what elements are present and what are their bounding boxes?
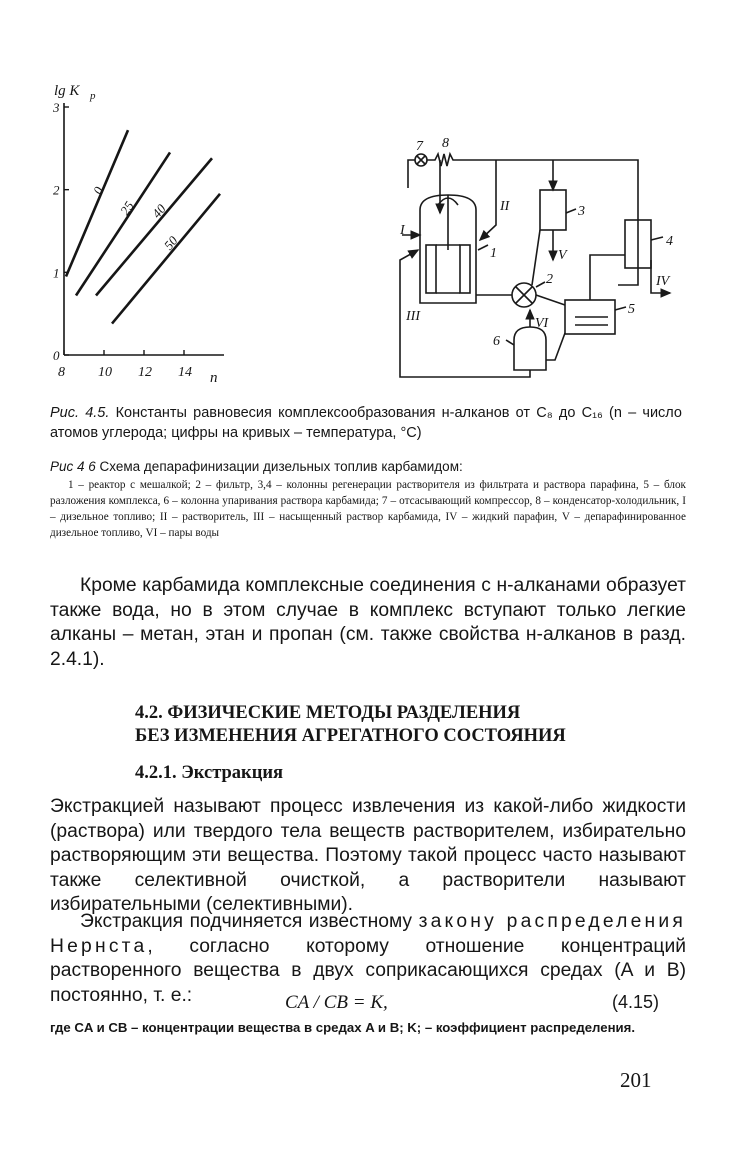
paragraph-2: Экстракцией называют процесс извлечения из какой-либо жидкости (раствора) или твердого тела веществ растворителем, избирательно растворяющим эти вещества. Поэтому такой процесс часто называют также селективной очисткой, а растворители называют избирательными (селективными). (50, 796, 686, 915)
figure-4-5-caption: Рис. 4.5. Константы равновесия комплексообразования н-алканов от C₈ до C₁₆ (n – число атомов углерода; цифры на кривых – температура, °С) (50, 405, 682, 441)
y-axis-label: lg K (54, 83, 80, 99)
formula-explanation: где CA и CB – концентрации вещества в средах A и B; K; – коэффициент распределения. (50, 1020, 636, 1035)
series-label: 50 (160, 233, 181, 253)
reactor-inner-left (426, 245, 436, 293)
x-axis-label: n (210, 370, 218, 386)
label-3: 3 (578, 204, 585, 219)
series-label: 25 (116, 198, 137, 218)
section-heading-line-2: БЕЗ ИЗМЕНЕНИЯ АГРЕГАТНОГО СОСТОЯНИЯ (135, 726, 566, 746)
law-name: закону распределения Нернста (50, 911, 686, 957)
block-5-to-column-4 (590, 255, 625, 300)
compressor-cross (417, 156, 425, 164)
label-III: III (406, 309, 420, 324)
column-6 (514, 327, 546, 370)
leader-lines (478, 209, 663, 345)
y-tick-label: 1 (53, 265, 60, 281)
series-label: 0 (89, 184, 107, 197)
formula: CA / CB = K, (285, 992, 388, 1013)
label-I: I (400, 223, 405, 238)
formula-number: (4.15) (612, 992, 660, 1012)
paragraph-3: Экстракция подчиняется известному закону распределения Нернста, согласно которому отношение концентраций растворенного вещества в двух соприкасающихся средах (A и B) постоянно, т. е.: (50, 911, 686, 1006)
label-2: 2 (546, 272, 553, 287)
page-number: 201 (620, 1068, 652, 1092)
scheme-svg (380, 95, 680, 385)
label-IV: IV (656, 274, 670, 289)
subsection-heading: 4.2.1. Экстракция (135, 763, 284, 783)
label-8: 8 (442, 136, 449, 151)
filter-to-block-5 (536, 295, 565, 305)
block-5-to-column-6 (546, 333, 565, 360)
figure-4-6-scheme (380, 95, 680, 385)
block-5-inner (575, 317, 608, 325)
series-label: 40 (148, 201, 169, 221)
chart-svg (52, 75, 232, 390)
label-1: 1 (490, 246, 497, 261)
x-tick-label: 10 (98, 365, 112, 380)
section-heading-line-1: 4.2. ФИЗИЧЕСКИЕ МЕТОДЫ РАЗДЕЛЕНИЯ (135, 703, 521, 723)
y-tick-label: 3 (53, 100, 60, 115)
reactor-inner-right (460, 245, 470, 293)
label-II: II (500, 199, 510, 214)
x-tick-label: 14 (178, 365, 192, 380)
condenser-and-return-line (427, 154, 638, 285)
reactor-inner-bars (436, 245, 460, 293)
filter-to-column-3 (532, 230, 540, 285)
label-4: 4 (666, 234, 673, 249)
label-V: V (558, 248, 567, 263)
y-axis-label-sub: p (90, 90, 96, 102)
paragraph-1: Кроме карбамида комплексные соединения с н-алканами образует также вода, но в этом случае в комплекс вступают только легкие алканы – метан, этан и пропан (см. также свойства н-алканов в разд. 2.4.1). (50, 575, 686, 670)
solvent-II-line (480, 160, 496, 240)
label-7: 7 (416, 139, 423, 154)
label-5: 5 (628, 302, 635, 317)
y-tick-label: 2 (53, 182, 60, 198)
figure-4-6-caption: Рис 4 6 Схема депарафинизации дизельных топлив карбамидом: (50, 459, 463, 474)
line-reactor-top (408, 160, 415, 188)
x-tick-label: 8 (58, 365, 65, 380)
filter-cross (516, 287, 532, 303)
label-VI: VI (535, 316, 549, 331)
y-tick-label: 0 (53, 348, 60, 363)
figure-4-6-legend: 1 – реактор с мешалкой; 2 – фильтр, 3,4 – колонны регенерации растворителя из фильтрата и раствора парафина, 5 – блок разложения комплекса, 6 – колонна упаривания раствора карбамида; 7 – отсасывающий компрессор, 8 – конденсатор-холодильник, I – дизельное топливо; II – растворитель, III – насыщенный раствор карбамида, IV – жидкий парафин, V – депарафинированное дизельное топливо, VI – пары воды (50, 479, 686, 539)
label-6: 6 (493, 334, 500, 349)
series-line (66, 130, 128, 276)
column-3 (540, 190, 566, 230)
figure-4-5-chart (52, 75, 232, 390)
x-tick-label: 12 (138, 365, 152, 380)
